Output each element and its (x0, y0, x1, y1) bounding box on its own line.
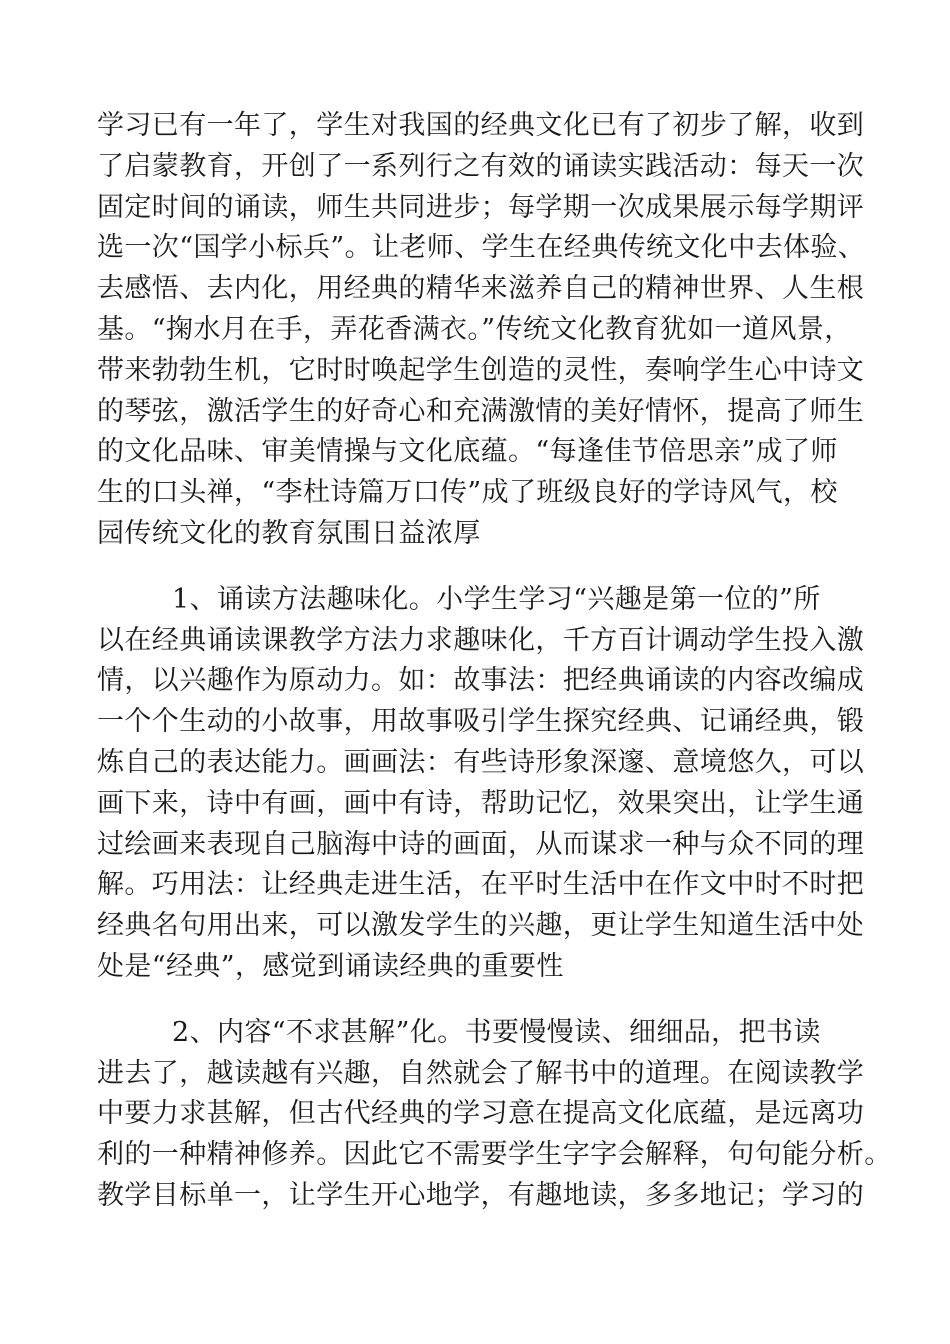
document-body (97, 106, 892, 1217)
text-line: 过绘画来表现自己脑海中诗的画面，从而谋求一种与众不同的理 (97, 828, 865, 860)
text-line: 的文化品味、审美情操与文化底蕴。“每逢佳节倍思亲”成了师 (97, 436, 838, 468)
text-line: 1、诵读方法趣味化。小学生学习“兴趣是第一位的”所 (172, 583, 821, 615)
text-line: 炼自己的表达能力。画画法：有些诗形象深邃、意境悠久，可以 (97, 746, 865, 778)
text-line: 进去了，越读越有兴趣，自然就会了解书中的道理。在阅读教学 (97, 1057, 865, 1089)
text-line: 带来勃勃生机，它时时唤起学生创造的灵性，奏响学生心中诗文 (97, 354, 865, 386)
text-line: 学习已有一年了，学生对我国的经典文化已有了初步了解，收到 (97, 110, 865, 141)
text-line: 基。“掬水月在手，弄花香满衣。”传统文化教育犹如一道风景， (97, 313, 852, 345)
text-line: 利的一种精神修养。因此它不需要学生字字会解释，句句能分析。 (97, 1139, 892, 1171)
text-line: 一个个生动的小故事，用故事吸引学生探究经典、记诵经典，锻 (97, 706, 865, 738)
text-line: 中要力求甚解，但古代经典的学习意在提高文化底蕴，是远离功 (97, 1098, 865, 1130)
text-line: 固定时间的诵读，师生共同进步；每学期一次成果展示每学期评 (97, 191, 865, 223)
text-line: 以在经典诵读课教学方法力求趣味化，千方百计调动学生投入激 (97, 624, 865, 656)
paragraph-intro (97, 106, 877, 555)
text-line: 教学目标单一，让学生开心地学，有趣地读，多多地记；学习的 (97, 1179, 865, 1211)
text-line: 园传统文化的教育氛围日益浓厚 (97, 517, 481, 549)
text-line: 了启蒙教育，开创了一系列行之有效的诵读实践活动：每天一次 (97, 150, 865, 182)
text-line: 的琴弦，激活学生的好奇心和充满激情的美好情怀，提高了师生 (97, 395, 865, 427)
text-line: 2、内容“不求甚解”化。书要慢慢读、细细品，把书读 (172, 1016, 821, 1048)
paragraph-spacer (97, 555, 877, 580)
text-line: 解。巧用法：让经典走进生活，在平时生活中在作文中时不时把 (97, 869, 865, 901)
text-line: 处是“经典”，感觉到诵读经典的重要性 (97, 950, 564, 982)
text-line: 画下来，诗中有画，画中有诗，帮助记忆，效果突出，让学生通 (97, 787, 865, 819)
text-line: 经典名句用出来，可以激发学生的兴趣，更让学生知道生活中处 (97, 910, 865, 942)
text-line: 去感悟、去内化，用经典的精华来滋养自己的精神世界、人生根 (97, 273, 865, 305)
text-line: 生的口头禅，“李杜诗篇万口传”成了班级良好的学诗风气，校 (97, 477, 838, 509)
text-line: 情，以兴趣作为原动力。如：故事法：把经典诵读的内容改编成 (97, 665, 865, 697)
paragraph-spacer (97, 988, 877, 1013)
paragraph-content (97, 1013, 892, 1217)
text-line: 选一次“国学小标兵”。让老师、学生在经典传统文化中去体验、 (97, 232, 866, 264)
paragraph-reading-methods (97, 580, 877, 988)
